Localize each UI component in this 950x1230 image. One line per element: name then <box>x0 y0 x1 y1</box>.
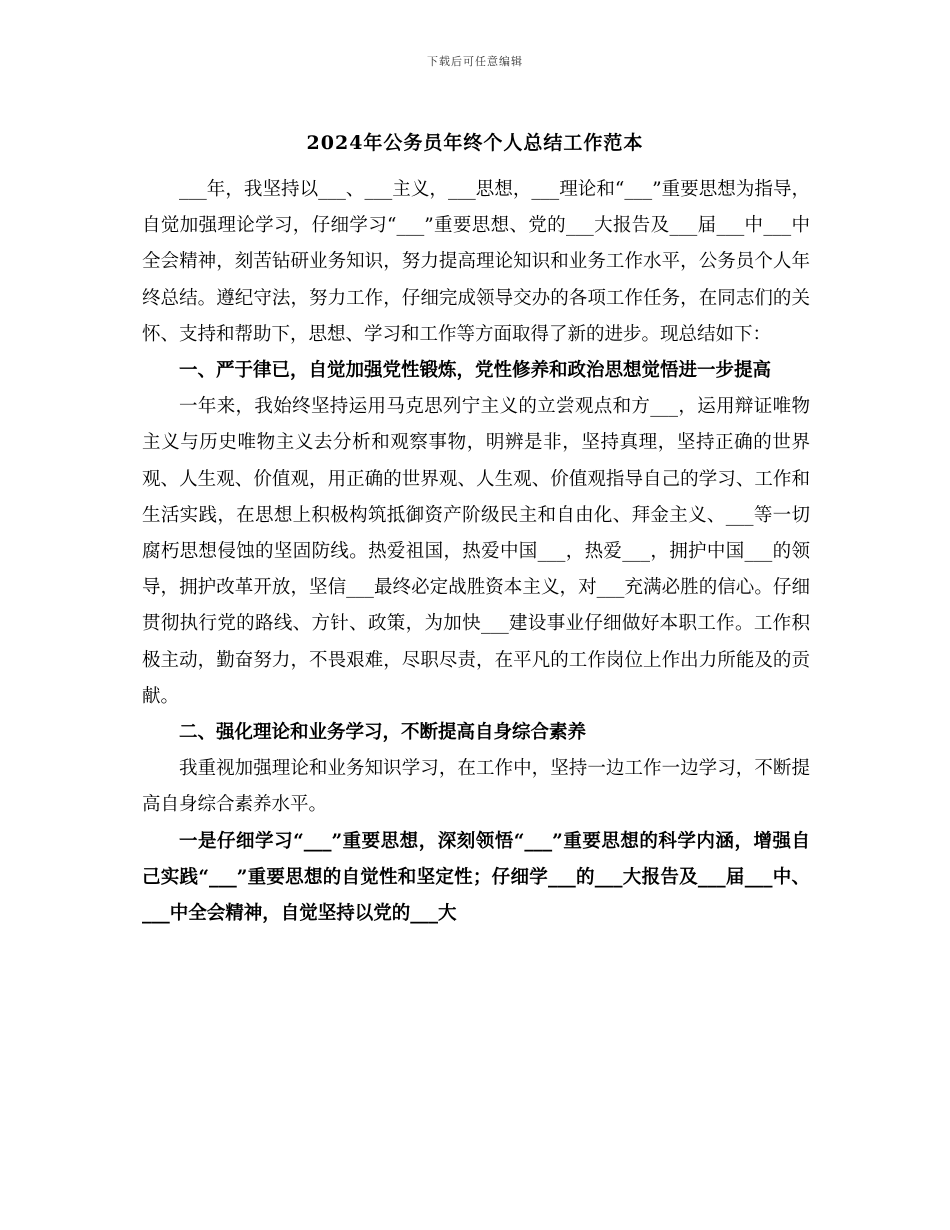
section-heading-2: 二、强化理论和业务学习，不断提高自身综合素养 <box>179 722 587 744</box>
document-title: 2024年公务员年终个人总结工作范本 <box>306 132 644 154</box>
paragraph-point-1: 一是仔细学习“___”重要思想，深刻领悟“___”重要思想的科学内涵，增强自己实践“___”重要思想的自觉性和坚定性；仔细学___的___大报告及___届___中、___中全会精神，自觉坚持以党的___大 <box>142 830 810 925</box>
paragraph-section-2: 我重视加强理论和业务知识学习，在工作中，坚持一边工作一边学习，不断提高自身综合素养水平。 <box>142 758 810 816</box>
header-note: 下载后可任意编辑 <box>427 55 523 68</box>
section-heading-1: 一、严于律已，自觉加强党性锻炼，党性修养和政治思想觉悟进一步提高 <box>179 360 772 382</box>
paragraph-section-1: 一年来，我始终坚持运用马克思列宁主义的立尝观点和方___，运用辩证唯物主义与历史唯物主义去分析和观察事物，明辨是非，坚持真理，坚持正确的世界观、人生观、价值观，用正确的世界观、人生观、价值观指导自己的学习、工作和生活实践，在思想上积极构筑抵御资产阶级民主和自由化、拜金主义、___等一切腐朽思想侵蚀的坚固防线。热爱祖国，热爱中国___，热爱___，拥护中国___的领导，拥护改革开放，坚信___最终必定战胜资本主义，对___充满必胜的信心。仔细贯彻执行党的路线、方针、政策，为加快___建设事业仔细做好本职工作。工作积极主动，勤奋努力，不畏艰难，尽职尽责，在平凡的工作岗位上作出力所能及的贡献。 <box>142 396 810 707</box>
paragraph-intro: ___年，我坚持以___、___主义，___思想，___理论和“___”重要思想为指导，自觉加强理论学习，仔细学习“___”重要思想、党的___大报告及___届___中___中全会精神，刻苦钻研业务知识，努力提高理论知识和业务工作水平，公务员个人年终总结。遵纪守法，努力工作，仔细完成领导交办的各项工作任务，在同志们的关怀、支持和帮助下，思想、学习和工作等方面取得了新的进步。现总结如下： <box>142 179 810 345</box>
document-body <box>142 172 810 932</box>
